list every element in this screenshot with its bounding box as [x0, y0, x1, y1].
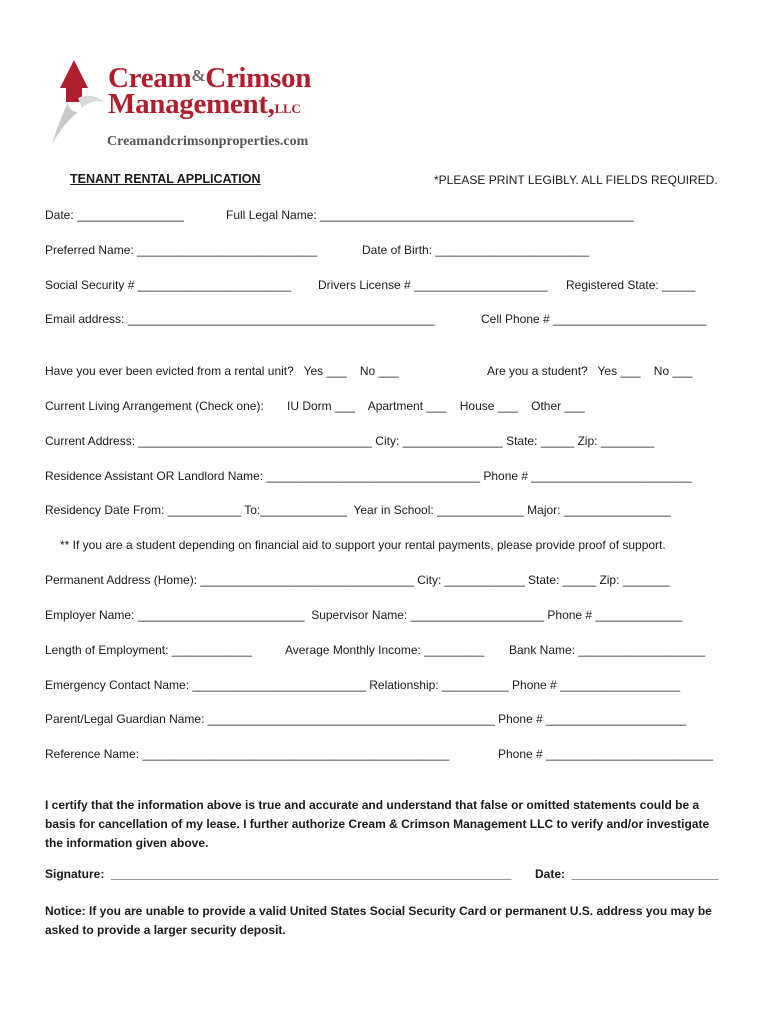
length-of-employment-field[interactable]: Length of Employment: ____________	[45, 643, 252, 657]
logo-name-line1: Cream&Crimson	[108, 62, 312, 94]
logo-website: Creamandcrimsonproperties.com	[107, 134, 309, 149]
drivers-license-field[interactable]: Drivers License # ____________________	[318, 278, 548, 292]
email-field[interactable]: Email address: ______________________________________________	[45, 312, 435, 326]
landlord-name-field[interactable]: Residence Assistant OR Landlord Name: ________________________________ Phone # ________________________	[45, 469, 692, 483]
emergency-contact-field[interactable]: Emergency Contact Name: __________________________ Relationship: __________ Phone # __________________	[45, 678, 681, 692]
security-deposit-notice: Notice: If you are unable to provide a valid United States Social Security Card or permanent U.S. address you may be asked to provide a larger security deposit.	[45, 904, 712, 937]
certification-statement: I certify that the information above is true and accurate and understand that false or omitted statements could be a basis for cancellation of my lease. I further authorize Cream & Crimson Management LLC to verify and/or investigate the information given above.	[45, 798, 710, 850]
social-security-field[interactable]: Social Security # _______________________	[45, 278, 292, 292]
registered-state-field[interactable]: Registered State: _____	[566, 278, 696, 292]
form-instruction: *PLEASE PRINT LEGIBLY. ALL FIELDS REQUIRED.	[434, 173, 718, 187]
student-question[interactable]: Are you a student? Yes ___ No ___	[487, 364, 693, 378]
signature-field[interactable]: Signature: ____________________________________________________________	[45, 867, 512, 881]
signature-date-field[interactable]: Date: ______________________	[535, 867, 719, 881]
current-address-field[interactable]: Current Address: ___________________________________ City: _______________ State: _____ Zip: ________	[45, 434, 655, 448]
cell-phone-field[interactable]: Cell Phone # _______________________	[481, 312, 707, 326]
logo-mark-icon	[48, 58, 108, 148]
date-field[interactable]: Date: ________________	[45, 208, 184, 222]
employer-field[interactable]: Employer Name: _________________________ Supervisor Name: ____________________ Phone # _____________	[45, 608, 683, 622]
residency-dates-field[interactable]: Residency Date From: ___________ To:_____________ Year in School: _____________ Major: ________________	[45, 503, 671, 517]
monthly-income-field[interactable]: Average Monthly Income: _________	[285, 643, 485, 657]
date-of-birth-field[interactable]: Date of Birth: _______________________	[362, 243, 589, 257]
bank-name-field[interactable]: Bank Name: ___________________	[509, 643, 706, 657]
reference-name-field[interactable]: Reference Name: ______________________________________________	[45, 747, 450, 761]
preferred-name-field[interactable]: Preferred Name: ___________________________	[45, 243, 318, 257]
full-legal-name-field[interactable]: Full Legal Name: _______________________________________________	[226, 208, 634, 222]
reference-phone-field[interactable]: Phone # _________________________	[498, 747, 713, 761]
permanent-address-field[interactable]: Permanent Address (Home): ________________________________ City: ____________ State: _____ Zip: _______	[45, 573, 670, 587]
living-arrangement-options[interactable]: IU Dorm ___ Apartment ___ House ___ Other ___	[287, 399, 585, 413]
financial-aid-note: ** If you are a student depending on financial aid to support your rental payments, please provide proof of support.	[60, 538, 666, 552]
guardian-field[interactable]: Parent/Legal Guardian Name: ___________________________________________ Phone # _____________________	[45, 712, 687, 726]
evicted-question[interactable]: Have you ever been evicted from a rental unit? Yes ___ No ___	[45, 364, 399, 378]
company-logo	[48, 58, 338, 158]
logo-name-line2: Management,LLC	[108, 88, 301, 120]
living-arrangement-label: Current Living Arrangement (Check one):	[45, 399, 264, 413]
form-title: TENANT RENTAL APPLICATION	[70, 172, 261, 186]
